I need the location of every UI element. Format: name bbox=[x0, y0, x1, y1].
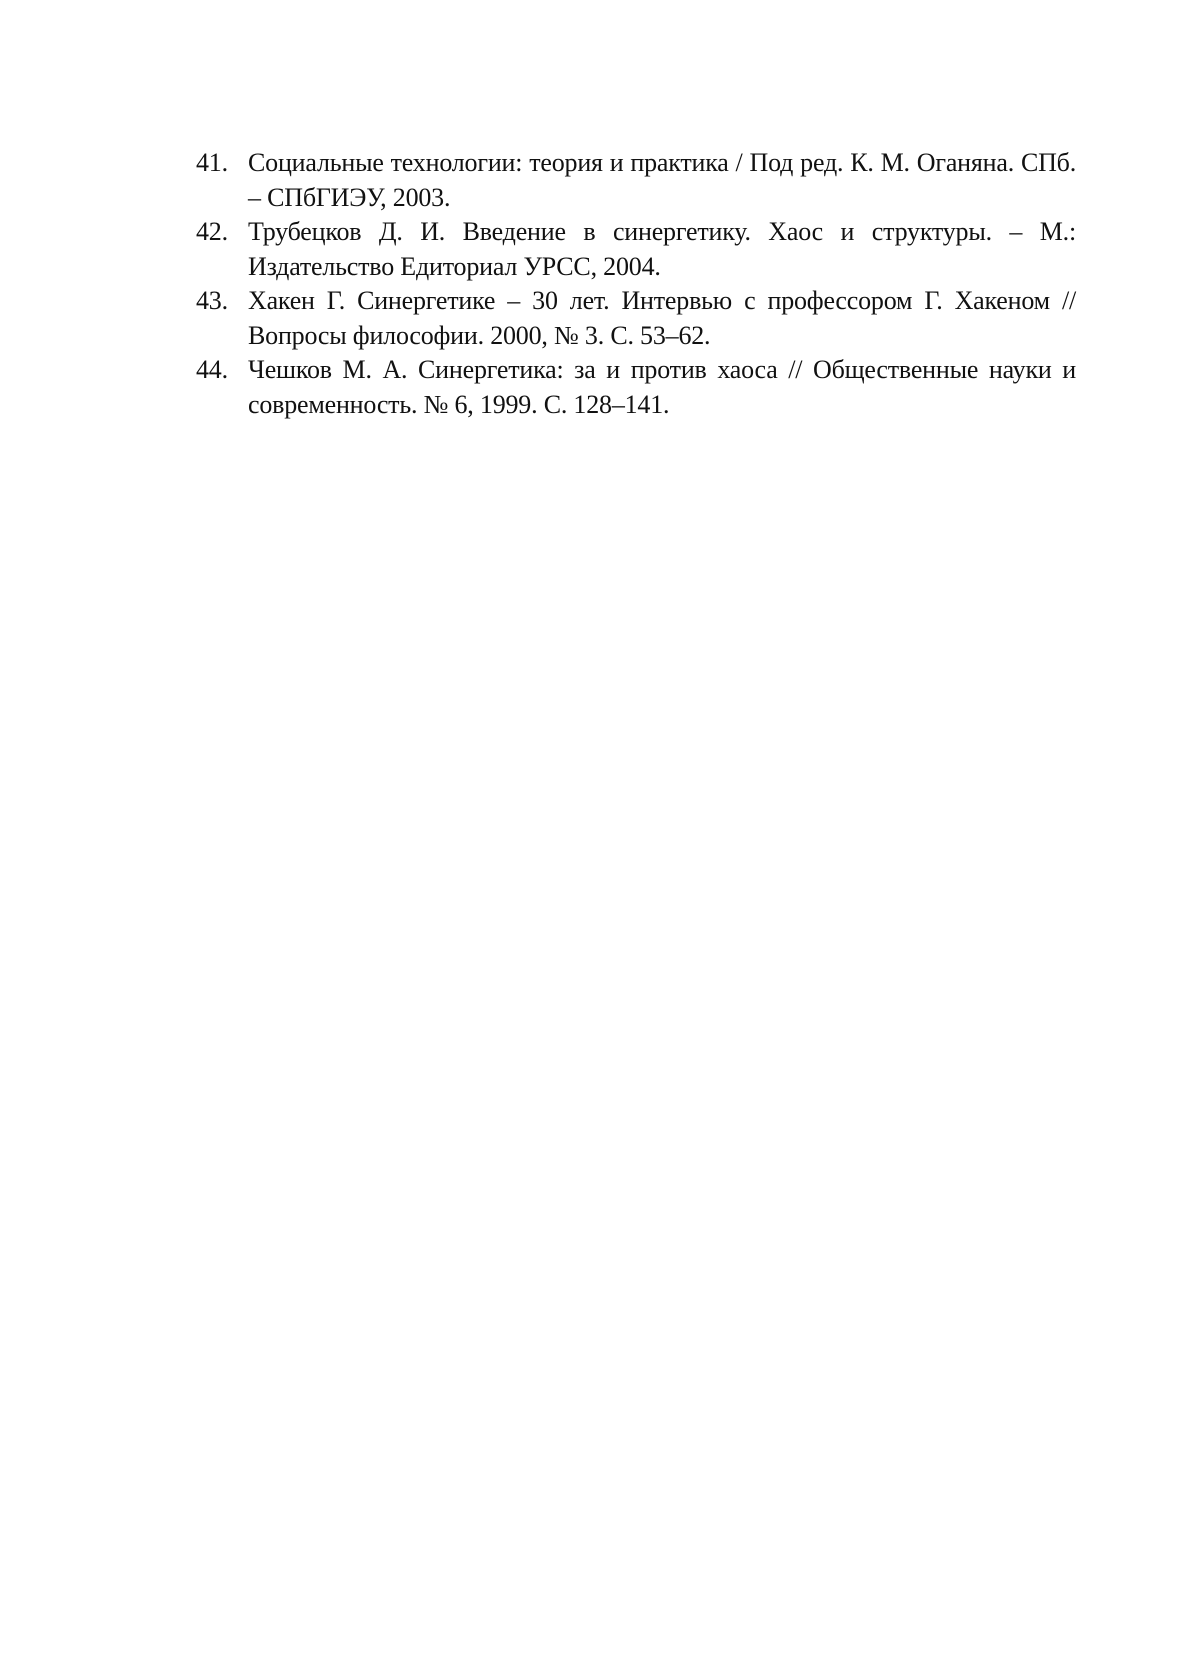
reference-item bbox=[196, 146, 1076, 215]
reference-item bbox=[196, 215, 1076, 284]
reference-number: 41. bbox=[196, 148, 228, 177]
reference-item bbox=[196, 353, 1076, 422]
reference-text: Социальные технологии: теория и практика / Под ред. К. М. Оганяна. СПб. – СПбГИЭУ, 2003. bbox=[248, 148, 1076, 212]
reference-number: 43. bbox=[196, 286, 228, 315]
reference-item bbox=[196, 284, 1076, 353]
reference-number: 42. bbox=[196, 217, 228, 246]
reference-text: Чешков М. А. Синергетика: за и против хаоса // Общественные науки и современность. № 6, 1999. С. 128–141. bbox=[248, 355, 1076, 419]
reference-number: 44. bbox=[196, 355, 228, 384]
reference-text: Хакен Г. Синергетике – 30 лет. Интервью с профессором Г. Хакеном // Вопросы философии. 2000, № 3. С. 53–62. bbox=[248, 286, 1076, 350]
reference-text: Трубецков Д. И. Введение в синергетику. Хаос и структуры. – М.: Издательство Едиториал УРСС, 2004. bbox=[248, 217, 1076, 281]
reference-list bbox=[196, 146, 1076, 422]
